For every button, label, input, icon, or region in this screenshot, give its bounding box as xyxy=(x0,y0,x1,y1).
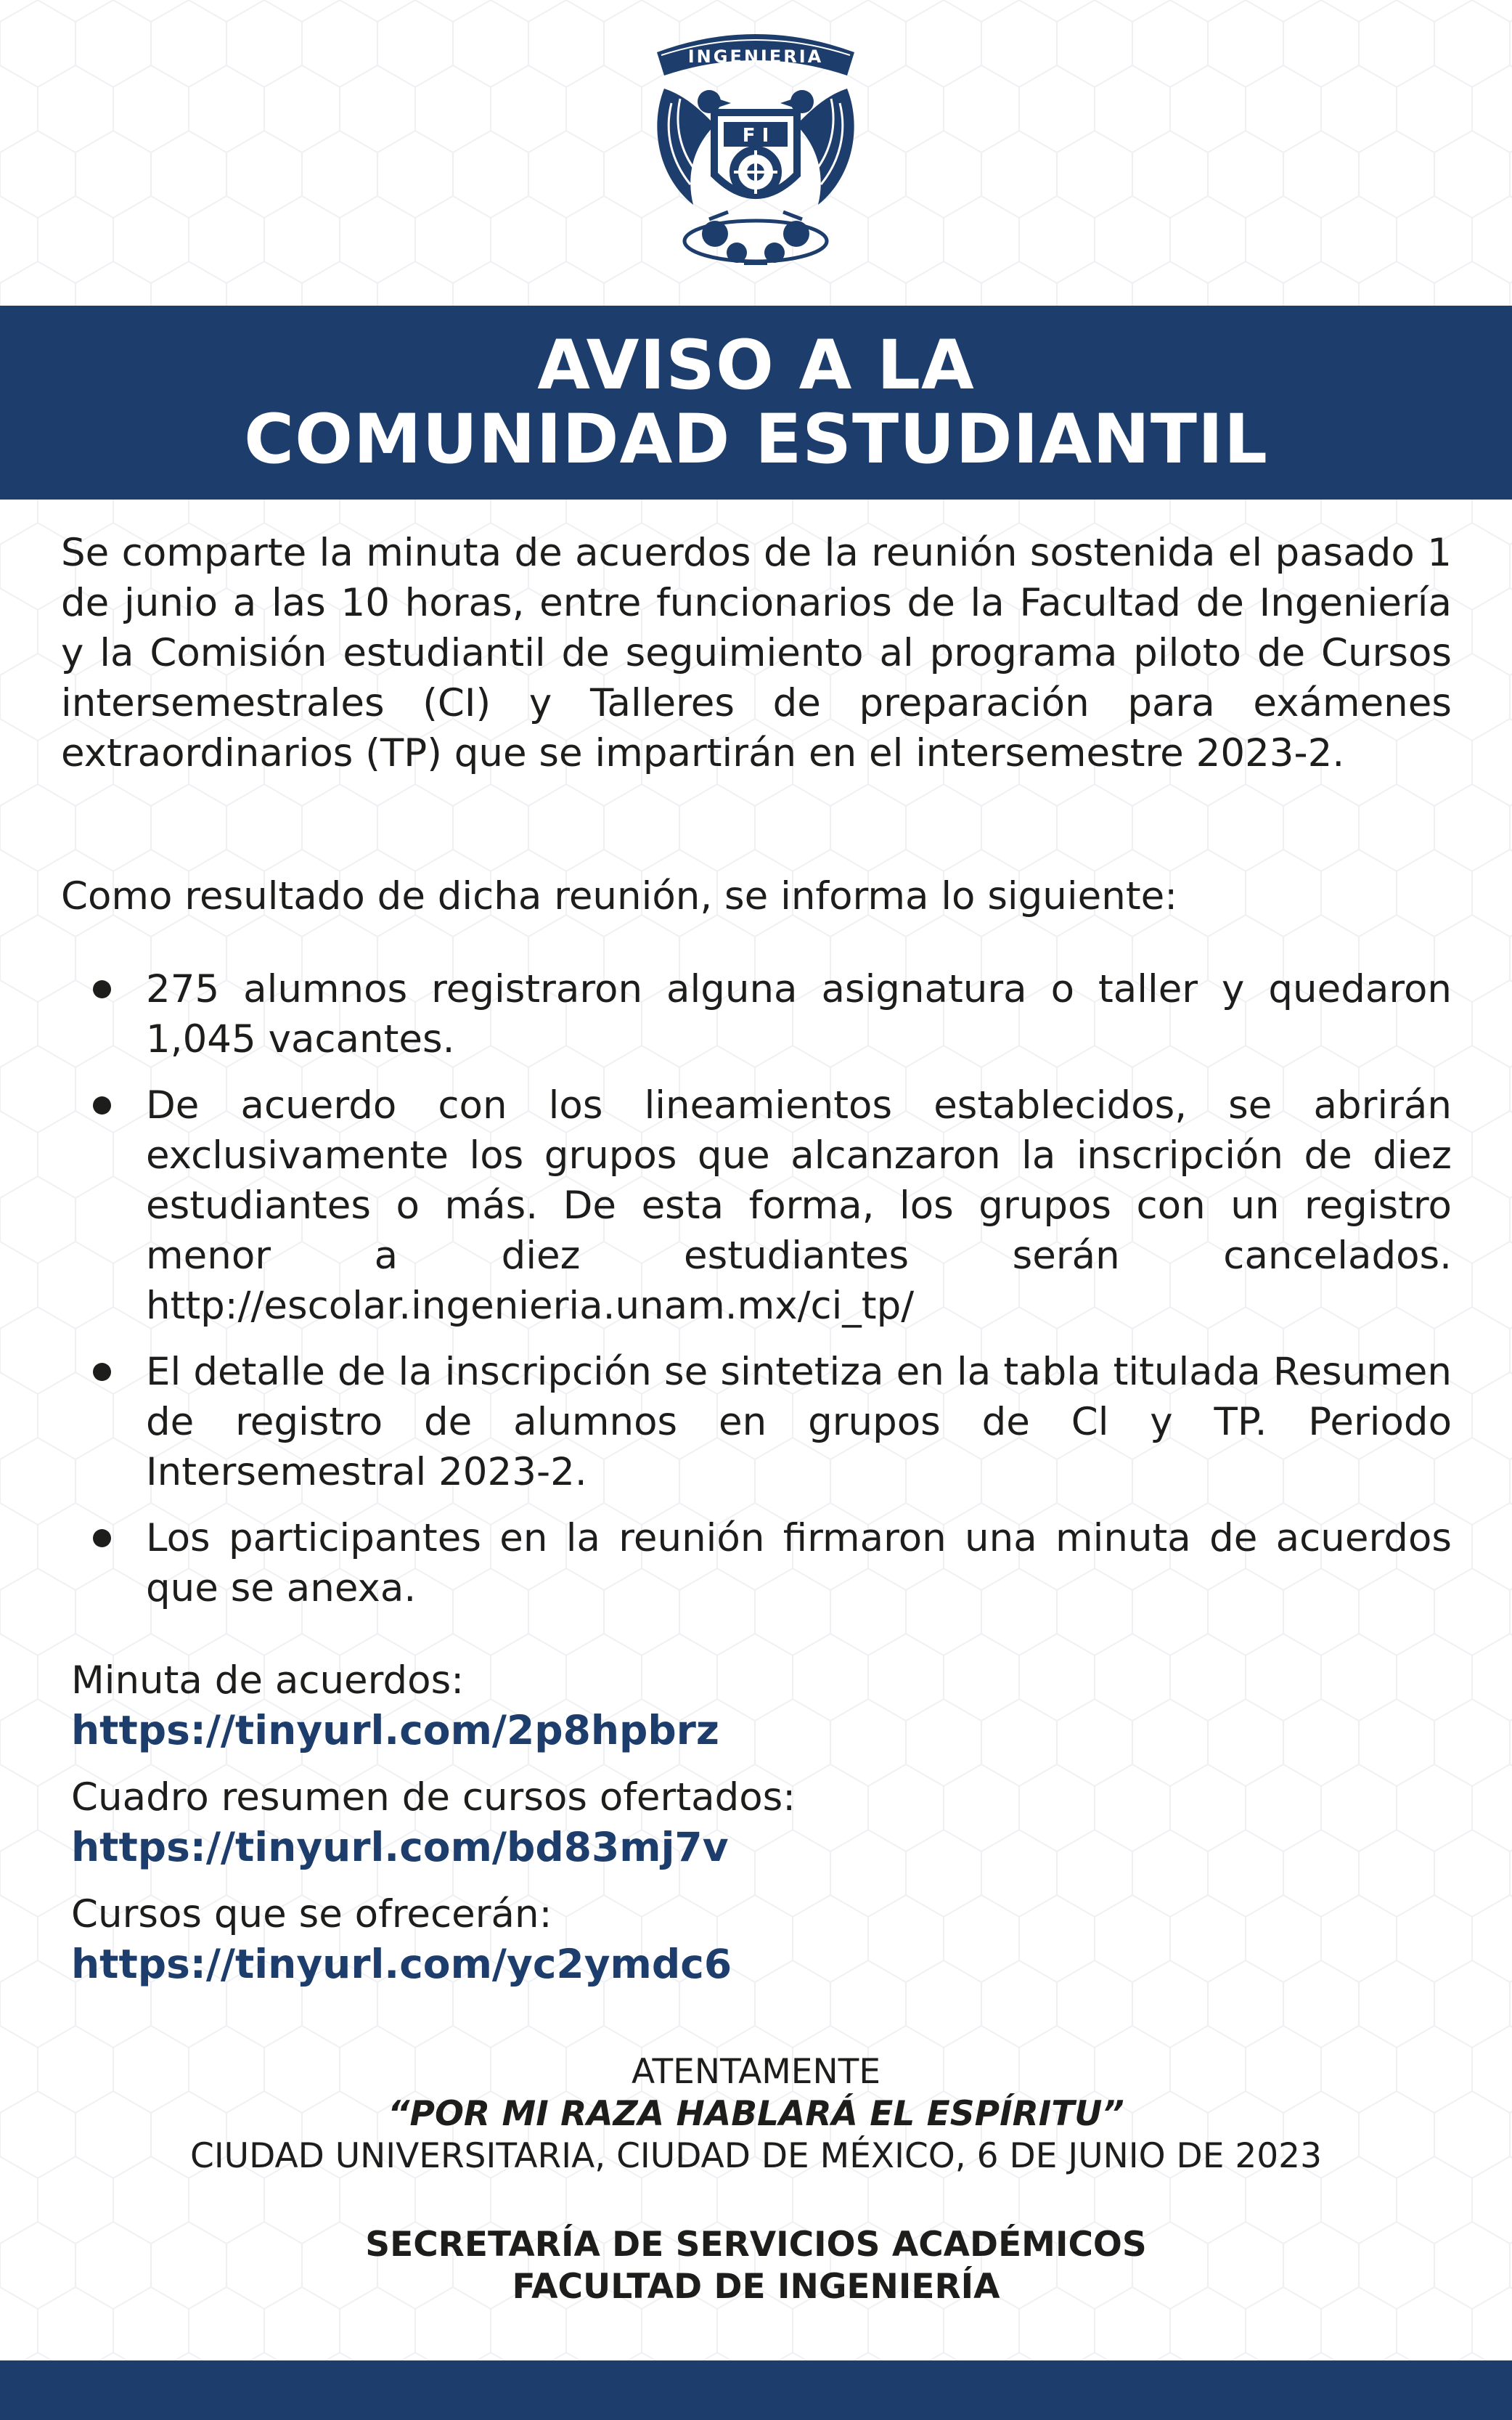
link-label-cuadro-resumen: Cuadro resumen de cursos ofertados: xyxy=(71,1775,796,1820)
bullet-item xyxy=(61,1347,1452,1497)
link-cuadro-resumen-url[interactable]: https://tinyurl.com/bd83mj7v xyxy=(71,1824,729,1870)
closing-block xyxy=(0,2051,1512,2308)
svg-text:F I: F I xyxy=(742,125,769,147)
bullet-dot-icon xyxy=(93,1529,111,1547)
bullet-list xyxy=(61,964,1452,1629)
summary-line: Como resultado de dicha reunión, se informa lo siguiente: xyxy=(61,874,1178,918)
bullet-text: De acuerdo con los lineamientos establecidos, se abrirán exclusivamente los grupos que alcanzaron la inscripción de diez estudiantes o más. De esta forma, los grupos con un registro menor a diez estudiantes serán cancelados. http://escolar.ingenieria.unam.mx/ci_tp/ xyxy=(146,1083,1452,1328)
link-label-cursos: Cursos que se ofrecerán: xyxy=(71,1892,552,1936)
bullet-item xyxy=(61,1513,1452,1613)
svg-text:INGENIERIA: INGENIERIA xyxy=(687,46,824,67)
banner-title-line-2: COMUNIDAD ESTUDIANTIL xyxy=(244,399,1268,479)
link-cursos-url[interactable]: https://tinyurl.com/yc2ymdc6 xyxy=(71,1941,732,1987)
signature-line-2: FACULTAD DE INGENIERÍA xyxy=(512,2267,1000,2307)
bullet-dot-icon xyxy=(93,1363,111,1381)
closing-motto: “POR MI RAZA HABLARÁ EL ESPÍRITU” xyxy=(388,2094,1124,2134)
banner-title-line-1: AVISO A LA xyxy=(537,325,975,405)
link-group-minuta xyxy=(71,1655,1160,1756)
bullet-text: Los participantes en la reunión firmaron una minuta de acuerdos que se anexa. xyxy=(146,1516,1452,1610)
bullet-item xyxy=(61,964,1452,1064)
resource-links xyxy=(71,1655,1160,2006)
faculty-crest-logo xyxy=(642,23,869,279)
link-group-cuadro-resumen xyxy=(71,1772,1160,1873)
bullet-text: El detalle de la inscripción se sintetiza en la tabla titulada Resumen de registro de alumnos en grupos de Cl y TP. Periodo Intersemestral 2023-2. xyxy=(146,1350,1452,1494)
bullet-text: 275 alumnos registraron alguna asignatura o taller y quedaron 1,045 vacantes. xyxy=(146,967,1452,1062)
bullet-dot-icon xyxy=(93,980,111,998)
closing-regards: ATENTAMENTE xyxy=(631,2052,881,2092)
intro-paragraph: Se comparte la minuta de acuerdos de la reunión sostenida el pasado 1 de junio a las 10 horas, entre funcionarios de la Facultad de Ingeniería y la Comisión estudiantil de seguimiento al programa piloto de Cursos intersemestrales (CI) y Talleres de preparación para exámenes extraordinarios (TP) que se impartirán en el intersemestre 2023-2. xyxy=(61,531,1452,775)
footer-bar xyxy=(0,2360,1512,2420)
bullet-dot-icon xyxy=(93,1096,111,1115)
crest-icon xyxy=(642,23,869,279)
link-label-minuta: Minuta de acuerdos: xyxy=(71,1658,465,1703)
closing-place-date: CIUDAD UNIVERSITARIA, CIUDAD DE MÉXICO, 6 DE JUNIO DE 2023 xyxy=(190,2136,1322,2176)
signature-line-1: SECRETARÍA DE SERVICIOS ACADÉMICOS xyxy=(365,2225,1147,2265)
link-group-cursos xyxy=(71,1889,1160,1989)
bullet-item xyxy=(61,1080,1452,1331)
notice-banner xyxy=(0,306,1512,500)
link-minuta-url[interactable]: https://tinyurl.com/2p8hpbrz xyxy=(71,1707,719,1753)
